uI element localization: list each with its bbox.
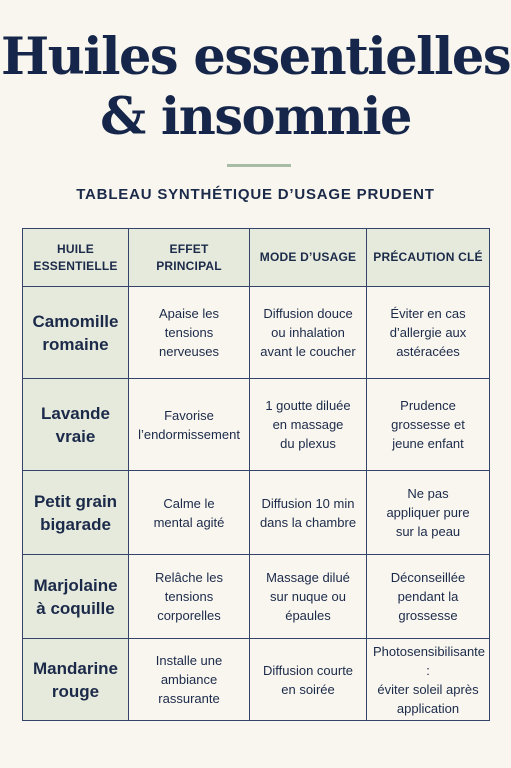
table-row [23,379,490,471]
caution-cell: Photosensibilisante : éviter soleil après application [367,639,490,721]
page-title-line-1: Huiles essentielles [0,27,511,87]
table-row [23,555,490,639]
essential-oils-table [22,228,490,721]
usage-cell: Diffusion douce ou inhalation avant le coucher [250,287,367,379]
effect-cell: Relâche les tensions corporelles [129,555,250,639]
effect-cell: Calme le mental agité [129,471,250,555]
table-row [23,287,490,379]
caution-cell: Prudence grossesse et jeune enfant [367,379,490,471]
usage-cell: 1 goutte diluée en massage du plexus [250,379,367,471]
table-header-row [23,229,490,287]
usage-cell: Diffusion 10 min dans la chambre [250,471,367,555]
column-header-oil: HUILE ESSENTIELLE [23,229,129,287]
oil-name-cell: Mandarine rouge [23,639,129,721]
oil-name-cell: Petit grain bigarade [23,471,129,555]
title-divider [227,164,291,167]
caution-cell: Déconseillée pendant la grossesse [367,555,490,639]
column-header-caution: PRÉCAUTION CLÉ [367,229,490,287]
table-row [23,471,490,555]
table-row [23,639,490,721]
effect-cell: Favorise l’endormissement [129,379,250,471]
oil-name-cell: Lavande vraie [23,379,129,471]
page-title-line-2: & insomnie [100,87,411,147]
column-header-effect: EFFET PRINCIPAL [129,229,250,287]
oil-name-cell: Marjolaine à coquille [23,555,129,639]
usage-cell: Diffusion courte en soirée [250,639,367,721]
usage-cell: Massage dilué sur nuque ou épaules [250,555,367,639]
caution-cell: Ne pas appliquer pure sur la peau [367,471,490,555]
column-header-usage: MODE D’USAGE [250,229,367,287]
page-subtitle: TABLEAU SYNTHÉTIQUE D’USAGE PRUDENT [76,186,435,203]
effect-cell: Apaise les tensions nerveuses [129,287,250,379]
oil-name-cell: Camomille romaine [23,287,129,379]
caution-cell: Éviter en cas d’allergie aux astéracées [367,287,490,379]
effect-cell: Installe une ambiance rassurante [129,639,250,721]
